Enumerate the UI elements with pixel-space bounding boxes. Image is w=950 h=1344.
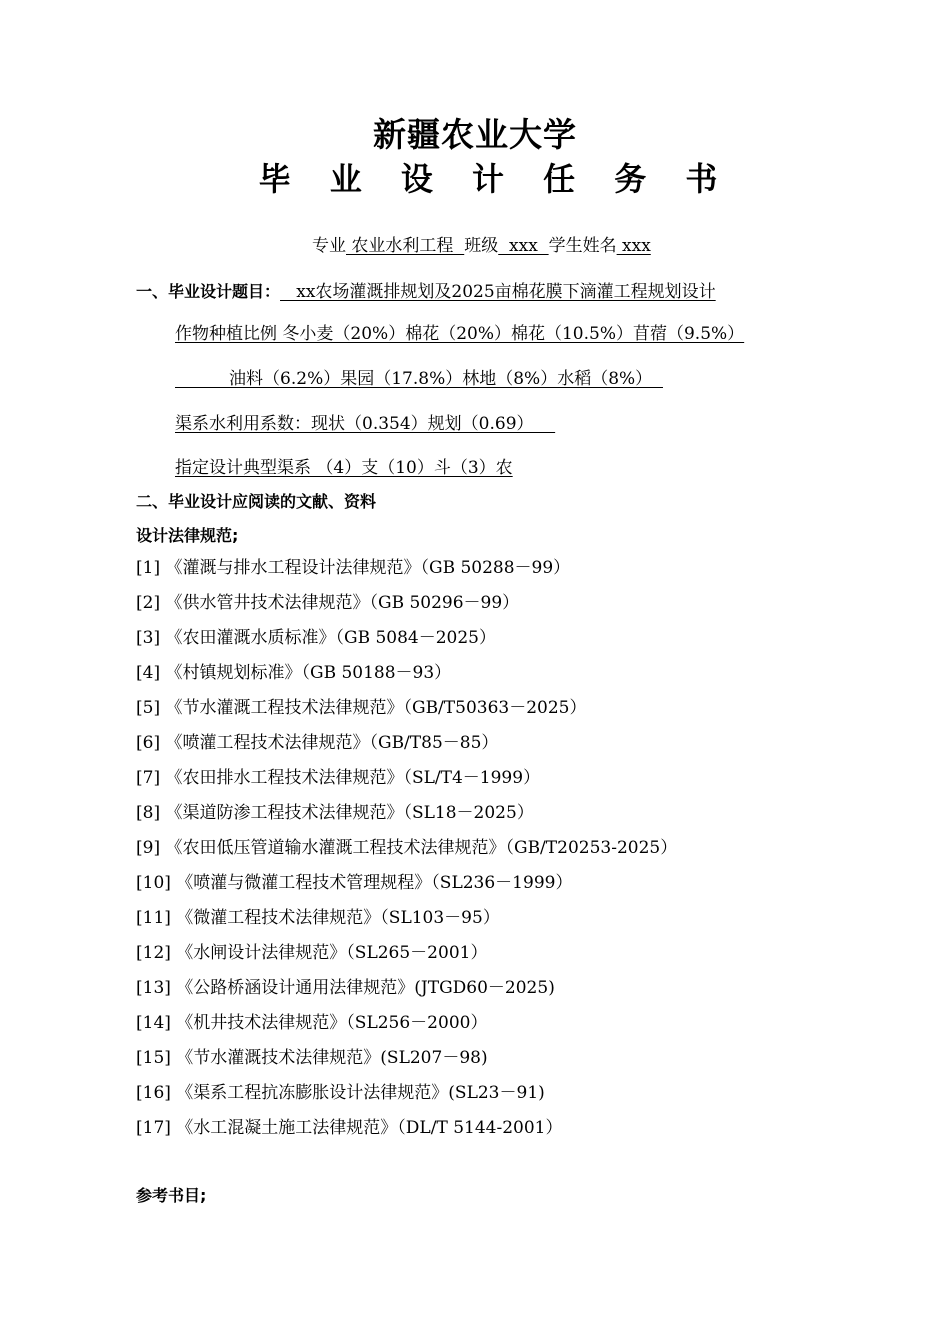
reference-item: [5] 《节水灌溉工程技术法律规范》（GB/T50363－2025） bbox=[136, 698, 587, 718]
typical-canal: 指定设计典型渠系 （4）支（10）斗（3）农 bbox=[175, 458, 513, 478]
reference-item: [10] 《喷灌与微灌工程技术管理规程》（SL236－1999） bbox=[136, 873, 573, 893]
reference-item: [13] 《公路桥涵设计通用法律规范》(JTGD60－2025) bbox=[136, 978, 555, 998]
reference-item: [1] 《灌溉与排水工程设计法律规范》（GB 50288－99） bbox=[136, 558, 571, 578]
reference-item: [3] 《农田灌溉水质标准》（GB 5084－2025） bbox=[136, 628, 496, 648]
reference-item: [11] 《微灌工程技术法律规范》（SL103－95） bbox=[136, 908, 500, 928]
canal-coefficient: 渠系水利用系数：现状（0.354）规划（0.69） bbox=[175, 414, 556, 434]
bibliography-heading: 参考书目; bbox=[136, 1186, 207, 1205]
crop-ratio-line1: 作物种植比例 冬小麦（20%）棉花（20%）棉花（10.5%）苜蓿（9.5%） bbox=[175, 324, 745, 344]
major-label: 专业 bbox=[312, 236, 346, 256]
university-name: 新疆农业大学 bbox=[373, 115, 577, 154]
reference-item: [17] 《水工混凝土施工法律规范》（DL/T 5144-2001） bbox=[136, 1118, 563, 1138]
design-topic-line bbox=[136, 280, 716, 304]
design-topic: xx农场灌溉排规划及2025亩棉花膜下滴灌工程规划设计 bbox=[280, 282, 716, 302]
major-value: 农业水利工程 bbox=[346, 236, 465, 256]
name-label: 学生姓名 bbox=[548, 236, 617, 256]
reference-item: [15] 《节水灌溉技术法律规范》(SL207－98) bbox=[136, 1048, 488, 1068]
reference-item: [4] 《村镇规划标准》（GB 50188－93） bbox=[136, 663, 452, 683]
reference-item: [2] 《供水管井技术法律规范》（GB 50296－99） bbox=[136, 593, 520, 613]
class-label: 班级 bbox=[464, 236, 499, 256]
reference-item: [14] 《机井技术法律规范》（SL256－2000） bbox=[136, 1013, 488, 1033]
section1-heading: 一、毕业设计题目： bbox=[136, 282, 281, 301]
document-title: 毕 业 设 计 任 务 书 bbox=[258, 160, 732, 198]
reference-item: [7] 《农田排水工程技术法律规范》（SL/T4－1999） bbox=[136, 768, 541, 788]
reference-item: [6] 《喷灌工程技术法律规范》（GB/T85－85） bbox=[136, 733, 499, 753]
class-value: xxx bbox=[498, 236, 549, 256]
reference-item: [16] 《渠系工程抗冻膨胀设计法律规范》(SL23－91) bbox=[136, 1083, 545, 1103]
reference-item: [8] 《渠道防渗工程技术法律规范》（SL18－2025） bbox=[136, 803, 534, 823]
section2-heading: 二、毕业设计应阅读的文献、资料 bbox=[136, 492, 377, 511]
student-info-line bbox=[312, 234, 651, 258]
crop-ratio-line2: 油料（6.2%）果园（17.8%）林地（8%）水稻（8%） bbox=[175, 369, 663, 389]
reference-item: [9] 《农田低压管道输水灌溉工程技术法律规范》（GB/T20253-2025） bbox=[136, 838, 678, 858]
name-value: xxx bbox=[616, 236, 651, 256]
reference-item: [12] 《水闸设计法律规范》（SL265－2001） bbox=[136, 943, 488, 963]
section2-subheading: 设计法律规范; bbox=[136, 526, 239, 545]
